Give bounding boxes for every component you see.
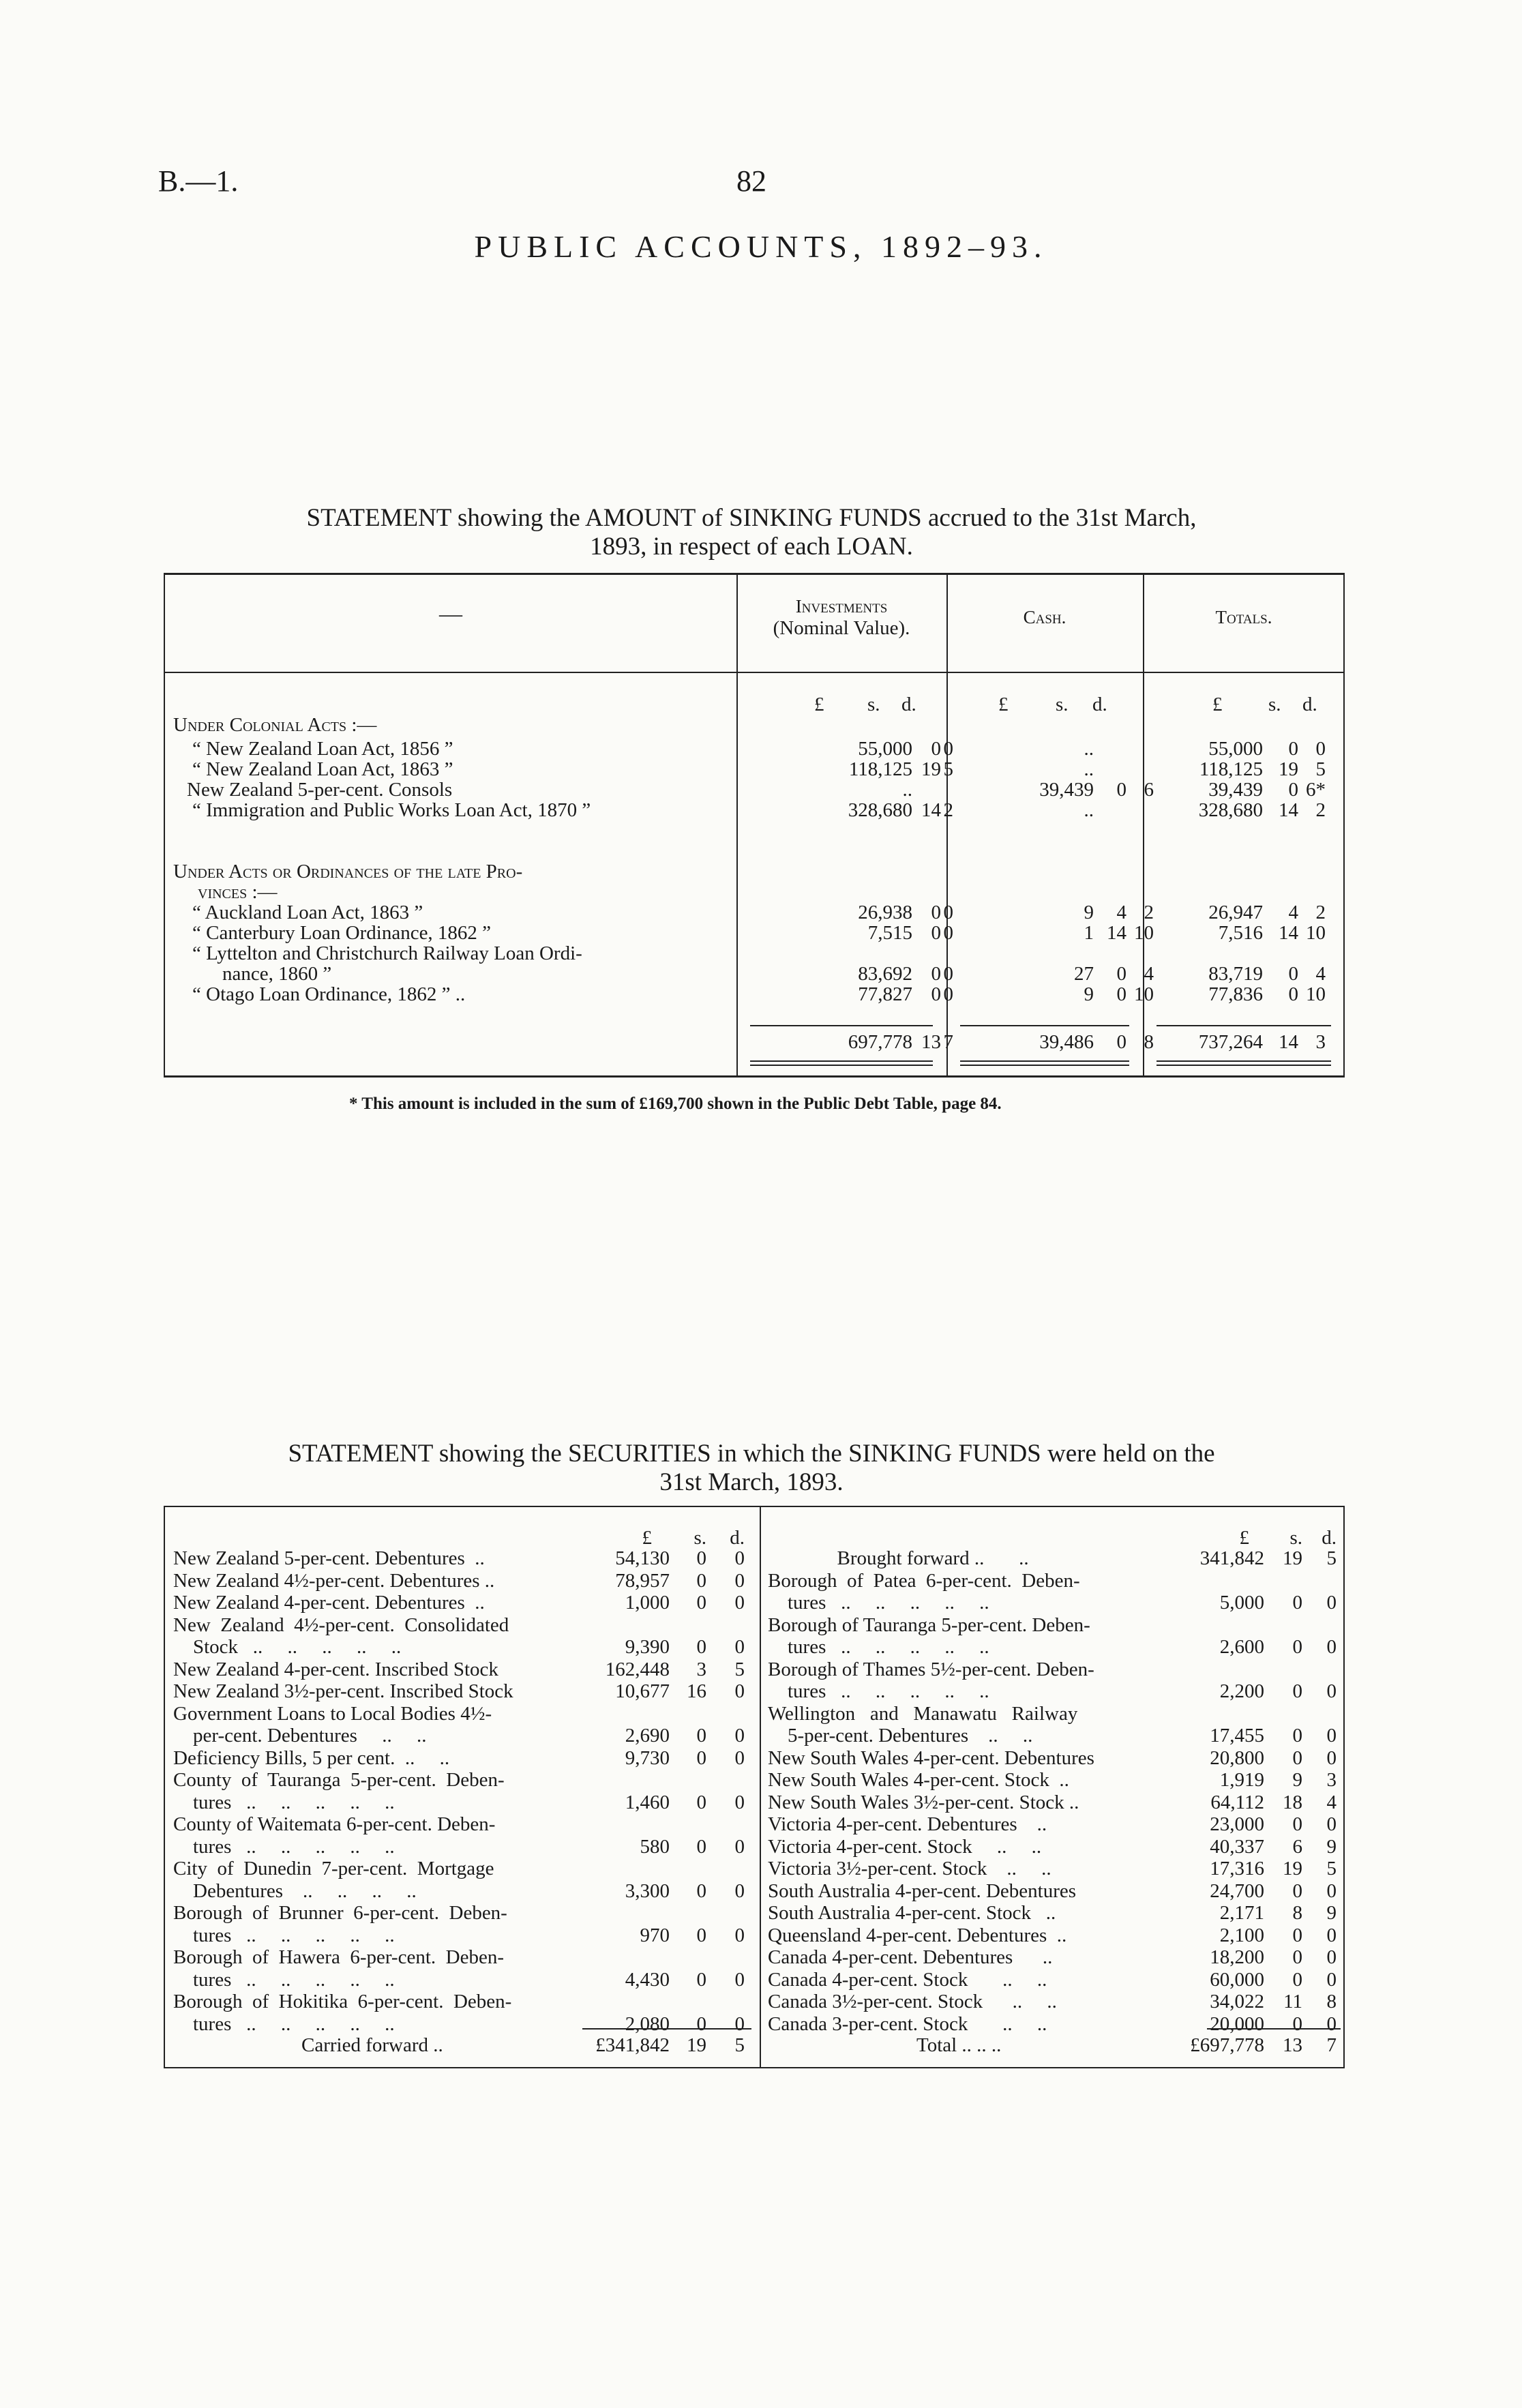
left-security-row: Borough of Hawera 6-per-cent. Deben- xyxy=(173,1946,504,1968)
right-security-row: South Australia 4-per-cent. Stock .. 2,171 8 9 xyxy=(768,1902,1337,1924)
loan-row: “ Canterbury Loan Ordinance, 1862 ” 7,515 0 0 1 14 10 7,516 14 10 xyxy=(192,922,1326,944)
loan-row: “ New Zealand Loan Act, 1856 ” 55,000 0 0 .. 55,000 0 0 xyxy=(192,738,1326,760)
header-cash: Cash. xyxy=(1023,607,1066,627)
totals-row: 697,778 13 7 39,486 0 8 737,264 14 3 xyxy=(848,1031,1326,1053)
loan-row: “ New Zealand Loan Act, 1863 ” 118,125 19 5 .. 118,125 19 5 xyxy=(192,758,1326,780)
right-security-row: Borough of Tauranga 5-per-cent. Deben- xyxy=(768,1614,1090,1636)
left-security-row: tures .. .. .. .. .. 970 0 0 xyxy=(173,1924,745,1946)
carried-forward-row: Carried forward .. £341,842 19 5 xyxy=(301,2034,745,2056)
left-security-row: tures .. .. .. .. .. 2,080 0 0 xyxy=(173,2012,745,2035)
left-security-row: New Zealand 4-per-cent. Inscribed Stock 162,448 3 5 xyxy=(173,1658,745,1680)
section-provincial-line2: vinces :— xyxy=(198,881,278,903)
left-security-row: New Zealand 4½-per-cent. Consolidated xyxy=(173,1614,509,1636)
left-security-row: New Zealand 3½-per-cent. Inscribed Stock 10,677 16 0 xyxy=(173,1680,745,1702)
right-security-row: 5-per-cent. Debentures .. .. 17,455 0 0 xyxy=(768,1725,1337,1746)
left-security-row: per-cent. Debentures .. .. 2,690 0 0 xyxy=(173,1725,745,1746)
statement2-title-line1: STATEMENT showing the SECURITIES in which the SINKING FUNDS were held on the xyxy=(288,1440,1215,1468)
left-security-row: City of Dunedin 7-per-cent. Mortgage xyxy=(173,1858,494,1879)
right-security-row: Canada 4-per-cent. Stock .. .. 60,000 0 0 xyxy=(768,1968,1337,1991)
loan-row: “ Otago Loan Ordinance, 1862 ” .. 77,827 0 0 9 0 10 77,836 0 10 xyxy=(192,983,1326,1005)
left-security-row: New Zealand 4½-per-cent. Debentures .. 78,957 0 0 xyxy=(173,1569,745,1592)
right-security-row: Borough of Thames 5½-per-cent. Deben- xyxy=(768,1658,1094,1680)
sinking-funds-table xyxy=(164,573,1345,1077)
page-number: 82 xyxy=(736,164,766,198)
right-security-row: tures .. .. .. .. .. 5,000 0 0 xyxy=(768,1592,1337,1614)
left-security-row: New Zealand 5-per-cent. Debentures .. 54,130 0 0 xyxy=(173,1547,745,1569)
statement1-title-line2: 1893, in respect of each LOAN. xyxy=(590,533,913,561)
left-security-row: tures .. .. .. .. .. 4,430 0 0 xyxy=(173,1968,745,1991)
left-security-row: tures .. .. .. .. .. 1,460 0 0 xyxy=(173,1791,745,1813)
statement1-title-line1: STATEMENT showing the AMOUNT of SINKING FUNDS accrued to the 31st March, xyxy=(306,504,1197,532)
securities-table xyxy=(164,1506,1345,2068)
right-security-row: New South Wales 4-per-cent. Stock .. 1,919 9 3 xyxy=(768,1769,1337,1791)
header-totals: Totals. xyxy=(1215,607,1272,627)
right-security-row: New South Wales 3½-per-cent. Stock .. 64,112 18 4 xyxy=(768,1791,1337,1813)
header-investments: Investments xyxy=(795,596,888,616)
right-security-row: New South Wales 4-per-cent. Debentures 20,800 0 0 xyxy=(768,1746,1337,1769)
right-security-row: tures .. .. .. .. .. 2,200 0 0 xyxy=(768,1680,1337,1702)
left-security-row: Deficiency Bills, 5 per cent. .. .. 9,730 0 0 xyxy=(173,1746,745,1769)
right-security-row: Brought forward .. .. 341,842 19 5 xyxy=(768,1547,1337,1569)
total-row: Total .. .. .. £697,778 13 7 xyxy=(916,2034,1337,2056)
section-colonial-acts: Under Colonial Acts :— xyxy=(173,714,377,736)
header-investments-sub: (Nominal Value). xyxy=(773,617,910,639)
left-security-row: County of Tauranga 5-per-cent. Deben- xyxy=(173,1769,505,1791)
loan-row: “ Immigration and Public Works Loan Act, 1870 ” 328,680 14 2 .. 328,680 14 2 xyxy=(192,799,1326,821)
left-security-row: New Zealand 4-per-cent. Debentures .. 1,000 0 0 xyxy=(173,1592,745,1614)
left-security-row: Debentures .. .. .. .. 3,300 0 0 xyxy=(173,1879,745,1902)
statement2-title-line2: 31st March, 1893. xyxy=(659,1468,844,1496)
section-provincial-line1: Under Acts or Ordinances of the late Pro- xyxy=(173,861,523,882)
left-security-row: Government Loans to Local Bodies 4½- xyxy=(173,1702,492,1725)
left-security-row: tures .. .. .. .. .. 580 0 0 xyxy=(173,1835,745,1858)
units-row: £ s. d. £ s. d. £ s. d. xyxy=(814,694,1317,715)
right-security-row: Victoria 3½-per-cent. Stock .. .. 17,316 19 5 xyxy=(768,1858,1337,1879)
right-security-row: tures .. .. .. .. .. 2,600 0 0 xyxy=(768,1636,1337,1658)
left-security-row: Borough of Hokitika 6-per-cent. Deben- xyxy=(173,1991,512,2012)
left-units-row: £ s. d. xyxy=(642,1527,745,1549)
right-security-row: Queensland 4-per-cent. Debentures .. 2,100 0 0 xyxy=(768,1924,1337,1946)
left-security-row: Borough of Brunner 6-per-cent. Deben- xyxy=(173,1902,507,1924)
right-units-row: £ s. d. xyxy=(1239,1527,1337,1549)
left-security-row: Stock .. .. .. .. .. 9,390 0 0 xyxy=(173,1636,745,1658)
right-security-row: Canada 4-per-cent. Debentures .. 18,200 0 0 xyxy=(768,1946,1337,1968)
page-title: PUBLIC ACCOUNTS, 1892–93. xyxy=(474,229,1048,264)
document-reference: B.—1. xyxy=(158,164,239,198)
right-security-row: Canada 3½-per-cent. Stock .. .. 34,022 11 8 xyxy=(768,1991,1337,2012)
loan-row: “ Auckland Loan Act, 1863 ” 26,938 0 0 9 4 2 26,947 4 2 xyxy=(192,902,1326,923)
loan-row: New Zealand 5-per-cent. Consols .. 39,439 0 6 39,439 0 6* xyxy=(187,779,1326,801)
header-blank: — xyxy=(439,601,462,627)
right-security-row: Borough of Patea 6-per-cent. Deben- xyxy=(768,1569,1080,1592)
right-security-row: Victoria 4-per-cent. Debentures .. 23,000 0 0 xyxy=(768,1813,1337,1835)
loan-row: “ Lyttelton and Christchurch Railway Loan Ordi- 83,692 0 0 27 0 4 83,719 0 4 nance, 1860 ” xyxy=(192,942,1326,985)
right-security-row: Wellington and Manawatu Railway xyxy=(768,1702,1078,1725)
right-security-row: Canada 3-per-cent. Stock .. .. 20,000 0 0 xyxy=(768,2012,1337,2035)
footnote: * This amount is included in the sum of £169,700 shown in the Public Debt Table, page 84. xyxy=(349,1095,1002,1113)
left-security-row: County of Waitemata 6-per-cent. Deben- xyxy=(173,1813,496,1835)
right-security-row: South Australia 4-per-cent. Debentures 24,700 0 0 xyxy=(768,1879,1337,1902)
right-security-row: Victoria 4-per-cent. Stock .. .. 40,337 6 9 xyxy=(768,1835,1337,1858)
